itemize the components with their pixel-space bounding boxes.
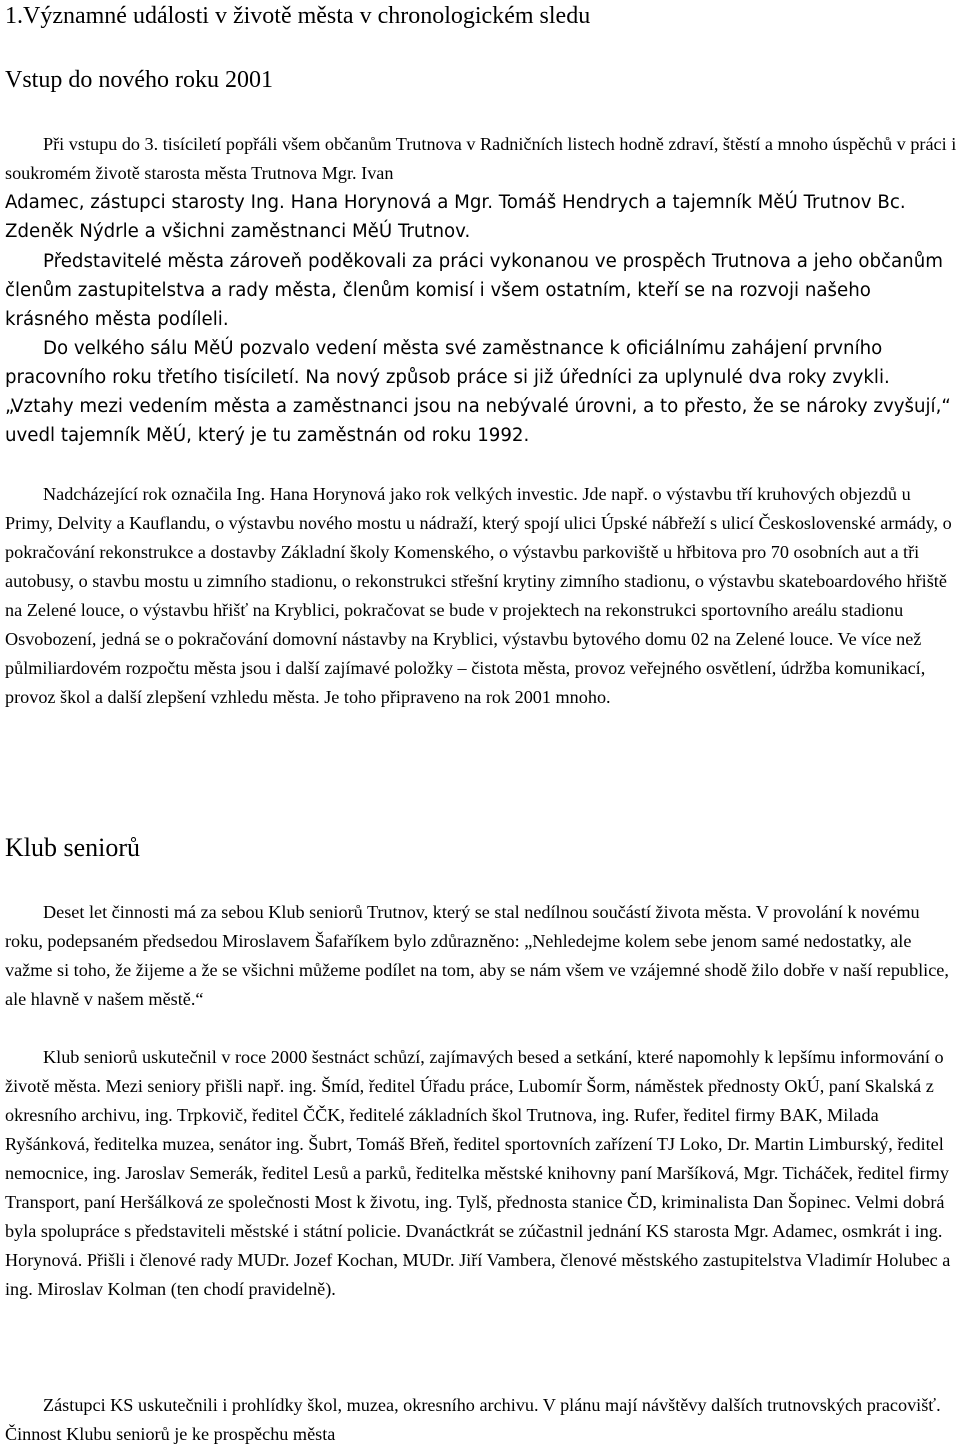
paragraph-greeting-intro: Při vstupu do 3. tisíciletí popřáli všem občanům Trutnova v Radničních listech hodně zdraví, štěstí a mnoho úspěchů v práci i soukromém životě starosta města Trutnova Mgr. Ivan: [5, 134, 957, 183]
paragraph-investments: Nadcházející rok označila Ing. Hana Horynová jako rok velkých investic. Jde např. o výstavbu tří kruhových objezdů u Primy, Delvity a Kauflandu, o výstavbu nového mostu u nádraží, který spojí ulici Úpské nábřeží s ulicí Československé armády, o pokračování rekonstrukce a dostavby Základní školy Komenského, o výstavbu parkoviště u hřbitova pro 70 osobních aut a tři autobusy, o stavbu mostu u zimního stadionu, o rekonstrukci střešní krytiny zimního stadionu, o výstavbu skateboardového hřiště na Zelené louce, o výstavbu hřišť na Kryblici, pokračovat se bude v projektech na rekonstrukci sportovního areálu stadionu Osvobození, jedná se o pokračování domovní nástavby na Kryblici, výstavbu bytového domu 02 na Zelené louce. Ve více než půlmiliardovém rozpočtu města jsou i další zajímavé položky – čistota města, provoz veřejného osvětlení, údržba komunikací, provoz škol a další zlepšení vzhledu města. Je toho připraveno na rok 2001 mnoho.: [5, 484, 952, 707]
paragraph-thanks: Představitelé města zároveň poděkovali za práci vykonanou ve prospěch Trutnova a jeho občanům členům zastupitelstva a rady města, členům komisí i všem ostatním, kteří se na rozvoji našeho krásného města podíleli.: [5, 251, 943, 330]
paragraph-club-intro: Deset let činnosti má za sebou Klub seniorů Trutnov, který se stal nedílnou součástí života města. V provolání k novému roku, podepsaném předsedou Miroslavem Šafaříkem bylo zdůrazněno: „Nehledejme kolem sebe jenom samé nedostatky, ale važme si toho, že žijeme a že se všichni můžeme podílet na tom, aby se nám všem ve vzájemné shodě žilo dobře v naší republice, ale hlavně v našem městě.“: [5, 902, 949, 1009]
paragraph-club-visits: Zástupci KS uskutečnili i prohlídky škol, muzea, okresního archivu. V plánu mají návštěvy dalších trutnovských pracovišť. Činnost Klubu seniorů je ke prospěchu města: [5, 1395, 941, 1444]
paragraph-greeting-names: Adamec, zástupci starosty Ing. Hana Horynová a Mgr. Tomáš Hendrych a tajemník MěÚ Trutnov Bc. Zdeněk Nýdrle a všichni zaměstnanci MěÚ Trutnov.: [5, 192, 906, 242]
subsection-heading: Vstup do nového roku 2001: [5, 67, 273, 93]
section-heading: 1.Významné události v životě města v chronologickém sledu: [5, 3, 591, 29]
club-heading: Klub seniorů: [5, 833, 141, 862]
paragraph-staff-meeting: Do velkého sálu MěÚ pozvalo vedení města své zaměstnance k oficiálnímu zahájení prvního pracovního roku třetího tisíciletí. Na nový způsob práce si již úředníci za uplynulé dva roky zvykli. „Vztahy mezi vedením města a zaměstnanci jsou na nebývalé úrovni, a to přesto, že se nároky zvyšují,“ uvedl tajemník MěÚ, který je tu zaměstnán od roku 1992.: [5, 338, 951, 446]
paragraph-club-activities: Klub seniorů uskutečnil v roce 2000 šestnáct schůzí, zajímavých besed a setkání, které napomohly k lepšímu informování o životě města. Mezi seniory přišli např. ing. Šmíd, ředitel Úřadu práce, Lubomír Šorm, náměstek přednosty OkÚ, paní Skalská z okresního archivu, ing. Trpkovič, ředitel ČČK, ředitelé základních škol Trutnova, ing. Rufer, ředitel firmy BAK, Milada Ryšánková, ředitelka muzea, senátor ing. Šubrt, Tomáš Břeň, ředitel sportovních zařízení TJ Loko, Dr. Martin Limburský, ředitel nemocnice, ing. Jaroslav Semerák, ředitel Lesů a parků, ředitelka městské knihovny paní Maršíková, Mgr. Ticháček, ředitel firmy Transport, paní Heršálková ze společnosti Most k životu, ing. Tylš, přednosta stanice ČD, kriminalista Dan Šopinec. Velmi dobrá byla spolupráce s představiteli městské i státní policie. Dvanáctkrát se zúčastnil jednání KS starosta Mgr. Adamec, osmkrát i ing. Horynová. Přišli i členové rady MUDr. Jozef Kochan, MUDr. Jiří Vambera, členové městského zastupitelstva Vladimír Holubec a ing. Miroslav Kolman (ten chodí pravidelně).: [5, 1047, 951, 1299]
